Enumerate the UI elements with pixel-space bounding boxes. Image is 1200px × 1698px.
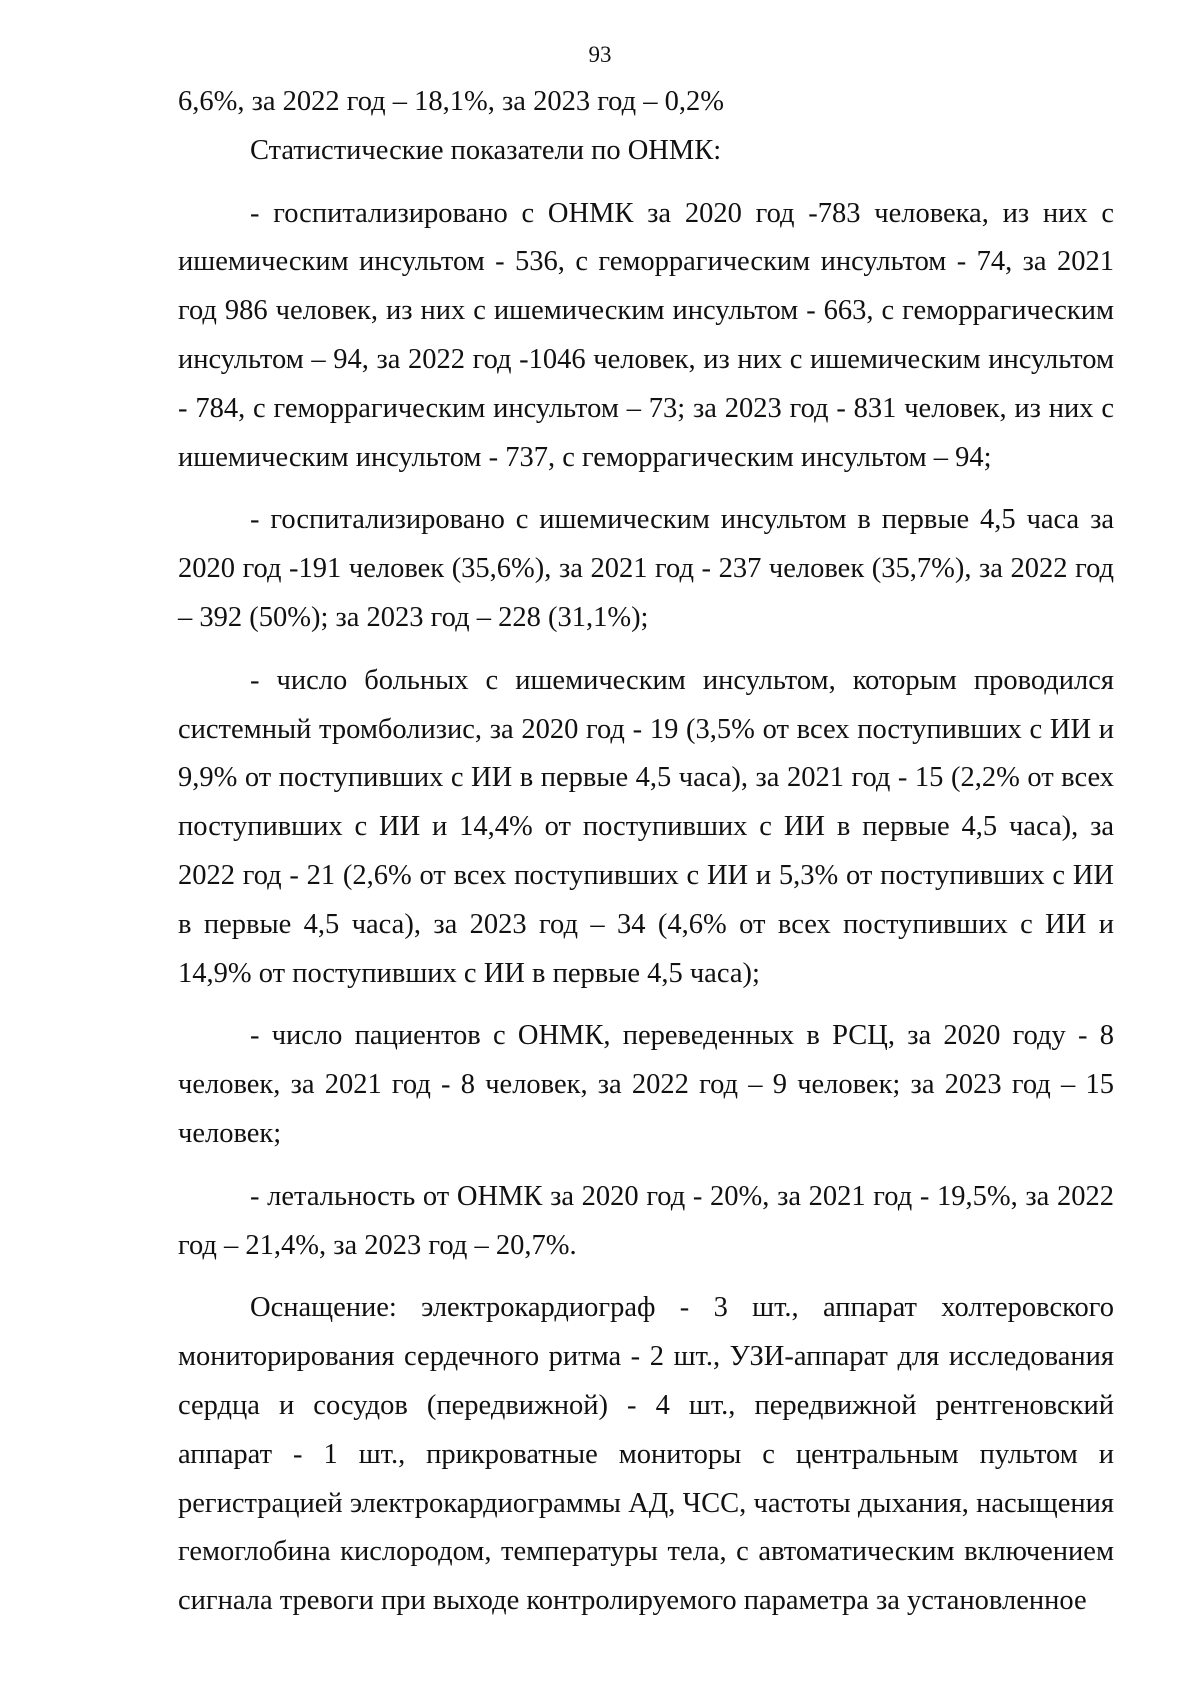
paragraph-hospitalized-stroke: - госпитализировано с ОНМК за 2020 год -783 человека, из них с ишемическим инсультом - 536, с геморрагическим инсультом - 74, за 2021 год 986 человек, из них с ишемическим инсультом - 663, с геморрагическим инсультом – 94, за 2022 год -1046 человек, из них с ишемическим инсультом - 784, с геморрагическим инсультом – 73; за 2023 год - 831 человек, из них с ишемическим инсультом - 737, с геморрагическим инсультом – 94; bbox=[178, 197, 1114, 473]
paragraph-mortality: - летальность от ОНМК за 2020 год - 20%, за 2021 год - 19,5%, за 2022 год – 21,4%, за 2023 год – 20,7%. bbox=[178, 1180, 1114, 1261]
paragraph-equipment: Оснащение: электрокардиограф - 3 шт., аппарат холтеровского мониторирования сердечного ритма - 2 шт., УЗИ-аппарат для исследования сердца и сосудов (передвижной) - 4 шт., передвижной рентгеновский аппарат - 1 шт., прикроватные мониторы с центральным пультом и регистрацией электрокардиограммы АД, ЧСС, частоты дыхания, насыщения гемоглобина кислородом, температуры тела, с автоматическим включением сигнала тревоги при выходе контролируемого параметра за установленное bbox=[178, 1292, 1114, 1617]
paragraph-hospitalized-first-hours: - госпитализировано с ишемическим инсультом в первые 4,5 часа за 2020 год -191 человек (35,6%), за 2021 год - 237 человек (35,7%), за 2022 год – 392 (50%); за 2023 год – 228 (31,1%); bbox=[178, 504, 1114, 633]
paragraph-continuation: 6,6%, за 2022 год – 18,1%, за 2023 год – 0,2% bbox=[178, 86, 724, 117]
paragraph-transferred-patients: - число пациентов с ОНМК, переведенных в РСЦ, за 2020 году - 8 человек, за 2021 год - 8 человек, за 2022 год – 9 человек; за 2023 год – 15 человек; bbox=[178, 1020, 1114, 1149]
document-body bbox=[178, 78, 1114, 1626]
paragraph-thrombolysis: - число больных с ишемическим инсультом, которым проводился системный тромболизис, за 2020 год - 19 (3,5% от всех поступивших с ИИ и 9,9% от поступивших с ИИ в первые 4,5 часа), за 2021 год - 15 (2,2% от всех поступивших с ИИ и 14,4% от поступивших с ИИ в первые 4,5 часа), за 2022 год - 21 (2,6% от всех поступивших с ИИ и 5,3% от поступивших с ИИ в первые 4,5 часа), за 2023 год – 34 (4,6% от всех поступивших с ИИ и 14,9% от поступивших с ИИ в первые 4,5 часа); bbox=[178, 664, 1114, 989]
paragraph-section-heading: Статистические показатели по ОНМК: bbox=[250, 134, 722, 166]
page-number: 93 bbox=[588, 42, 612, 67]
